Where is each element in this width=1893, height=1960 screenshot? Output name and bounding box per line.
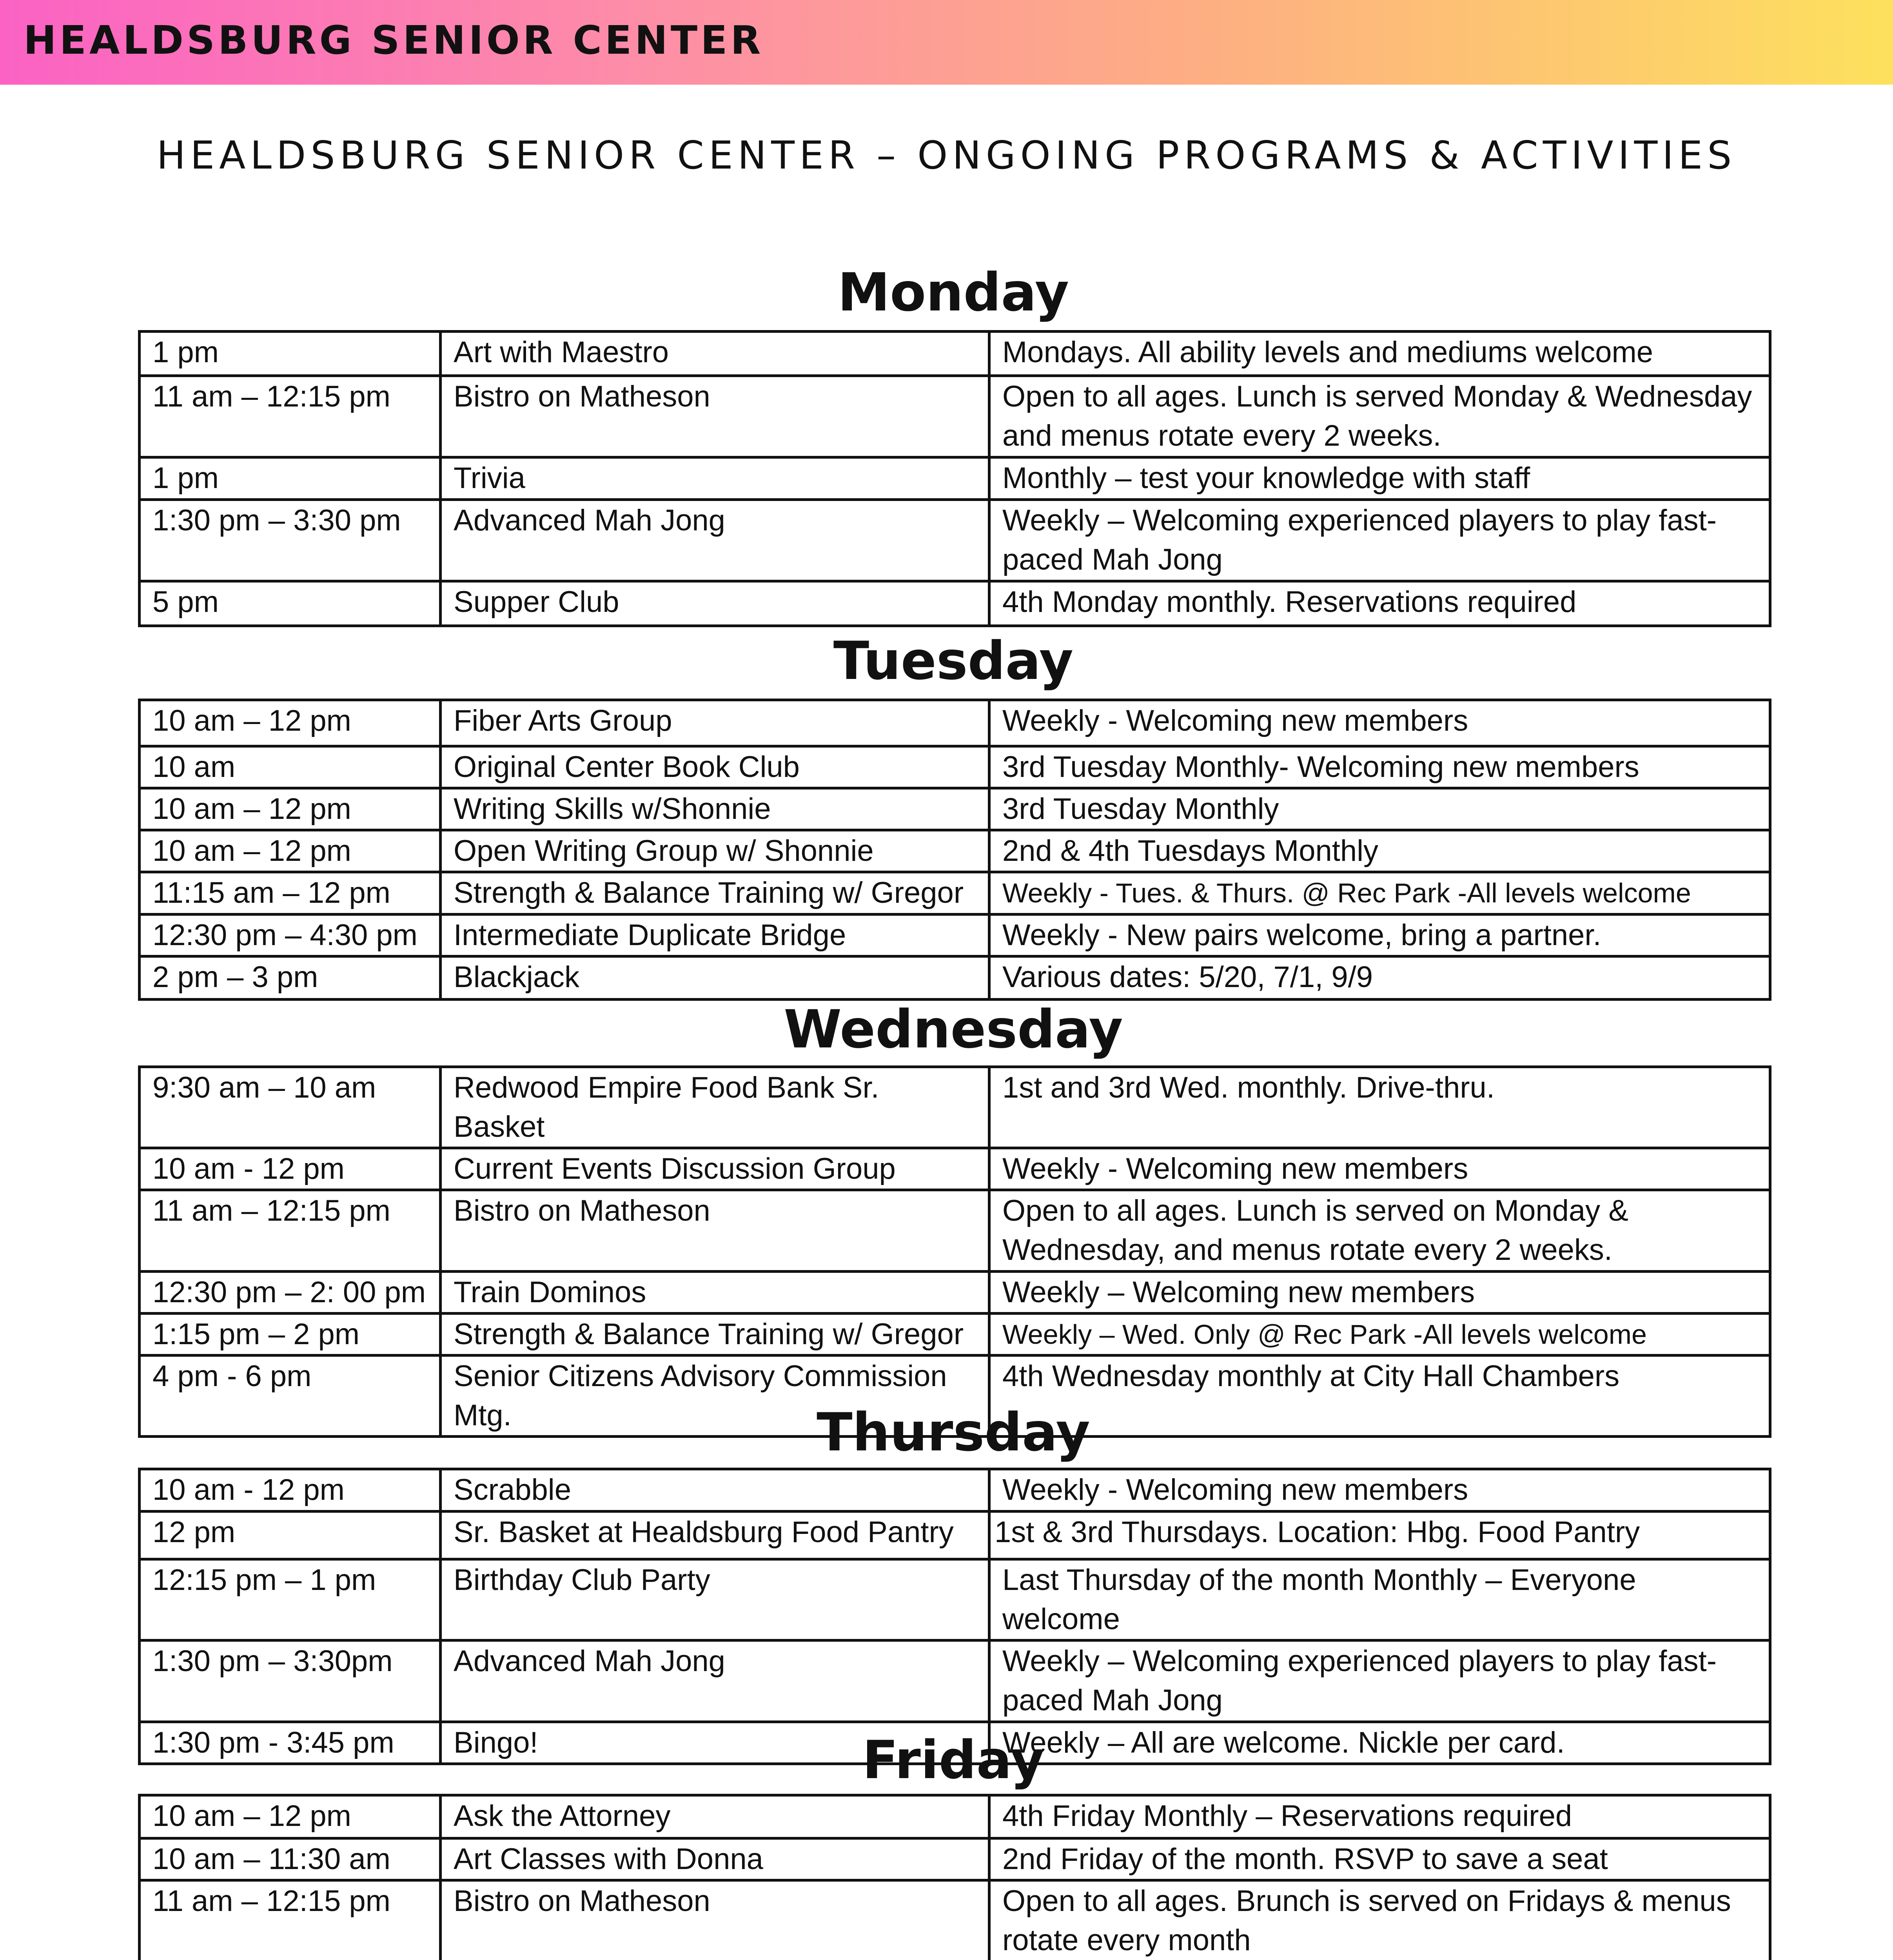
activity-cell: Ask the Attorney xyxy=(441,1795,989,1838)
note-cell: 4th Wednesday monthly at City Hall Chambers xyxy=(989,1356,1770,1437)
note-cell: Various dates: 5/20, 7/1, 9/9 xyxy=(989,956,1770,1000)
time-cell: 11 am – 12:15 pm xyxy=(140,1190,441,1272)
table-row xyxy=(140,1272,1770,1314)
time-cell: 11:15 am – 12 pm xyxy=(140,872,441,915)
table-row xyxy=(140,1190,1770,1272)
note-cell: 4th Monday monthly. Reservations required xyxy=(989,581,1770,626)
time-cell: 9:30 am – 10 am xyxy=(140,1067,441,1148)
activity-cell: Redwood Empire Food Bank Sr. Basket xyxy=(441,1067,989,1148)
activity-cell: Sr. Basket at Healdsburg Food Pantry xyxy=(441,1512,989,1559)
activity-cell: Bistro on Matheson xyxy=(441,1880,989,1960)
activity-cell: Intermediate Duplicate Bridge xyxy=(441,915,989,956)
table-row xyxy=(140,746,1770,788)
activity-cell: Open Writing Group w/ Shonnie xyxy=(441,830,989,872)
table-row xyxy=(140,332,1770,376)
time-cell: 10 am - 12 pm xyxy=(140,1469,441,1512)
schedule-table-friday xyxy=(138,1794,1771,1960)
note-cell: Last Thursday of the month Monthly – Everyone welcome xyxy=(989,1559,1770,1641)
activity-cell: Advanced Mah Jong xyxy=(441,1641,989,1722)
time-cell: 5 pm xyxy=(140,581,441,626)
note-cell: Open to all ages. Lunch is served Monday & Wednesday and menus rotate every 2 weeks. xyxy=(989,376,1770,457)
table-row xyxy=(140,1838,1770,1880)
day-heading-tuesday: Tuesday xyxy=(833,630,1074,691)
header-band xyxy=(0,0,1893,85)
note-cell: Mondays. All ability levels and mediums welcome xyxy=(989,332,1770,376)
day-heading-thursday: Thursday xyxy=(817,1402,1090,1463)
time-cell: 1 pm xyxy=(140,457,441,500)
activity-cell: Original Center Book Club xyxy=(441,746,989,788)
time-cell: 10 am – 12 pm xyxy=(140,1795,441,1838)
day-heading-monday: Monday xyxy=(837,262,1069,323)
time-cell: 10 am – 12 pm xyxy=(140,700,441,746)
table-row xyxy=(140,956,1770,1000)
note-cell: Open to all ages. Lunch is served on Monday & Wednesday, and menus rotate every 2 weeks. xyxy=(989,1190,1770,1272)
table-row xyxy=(140,1067,1770,1148)
note-cell: Weekly – All are welcome. Nickle per card. xyxy=(989,1722,1770,1764)
table-row xyxy=(140,700,1770,746)
brand-title: HEALDSBURG SENIOR CENTER xyxy=(24,17,764,63)
schedule-table-tuesday xyxy=(138,699,1771,1001)
table-row xyxy=(140,376,1770,457)
table-row xyxy=(140,872,1770,915)
note-cell: Weekly - Tues. & Thurs. @ Rec Park -All levels welcome xyxy=(989,872,1770,915)
note-cell: 1st and 3rd Wed. monthly. Drive-thru. xyxy=(989,1067,1770,1148)
time-cell: 10 am – 12 pm xyxy=(140,788,441,830)
activity-cell: Art Classes with Donna xyxy=(441,1838,989,1880)
activity-cell: Senior Citizens Advisory Commission Mtg. xyxy=(441,1356,989,1437)
note-cell: Weekly – Welcoming experienced players to play fast-paced Mah Jong xyxy=(989,1641,1770,1722)
note-cell: Weekly – Wed. Only @ Rec Park -All levels welcome xyxy=(989,1314,1770,1356)
note-cell: 2nd Friday of the month. RSVP to save a seat xyxy=(989,1838,1770,1880)
note-cell: 3rd Tuesday Monthly- Welcoming new members xyxy=(989,746,1770,788)
activity-cell: Bistro on Matheson xyxy=(441,376,989,457)
activity-cell: Strength & Balance Training w/ Gregor xyxy=(441,872,989,915)
activity-cell: Writing Skills w/Shonnie xyxy=(441,788,989,830)
table-row xyxy=(140,500,1770,581)
activity-cell: Supper Club xyxy=(441,581,989,626)
time-cell: 11 am – 12:15 pm xyxy=(140,1880,441,1960)
schedule-table-wednesday xyxy=(138,1065,1771,1438)
activity-cell: Scrabble xyxy=(441,1469,989,1512)
time-cell: 12 pm xyxy=(140,1512,441,1559)
schedule-table-thursday xyxy=(138,1468,1771,1765)
time-cell: 1:15 pm – 2 pm xyxy=(140,1314,441,1356)
table-row xyxy=(140,1641,1770,1722)
time-cell: 1:30 pm - 3:45 pm xyxy=(140,1722,441,1764)
note-cell: 1st & 3rd Thursdays. Location: Hbg. Food Pantry xyxy=(989,1512,1770,1559)
activity-cell: Advanced Mah Jong xyxy=(441,500,989,581)
table-row xyxy=(140,1512,1770,1559)
activity-cell: Bistro on Matheson xyxy=(441,1190,989,1272)
activity-cell: Art with Maestro xyxy=(441,332,989,376)
time-cell: 1:30 pm – 3:30 pm xyxy=(140,500,441,581)
activity-cell: Fiber Arts Group xyxy=(441,700,989,746)
time-cell: 12:30 pm – 4:30 pm xyxy=(140,915,441,956)
activity-cell: Current Events Discussion Group xyxy=(441,1148,989,1190)
note-cell: Weekly - Welcoming new members xyxy=(989,1148,1770,1190)
activity-cell: Strength & Balance Training w/ Gregor xyxy=(441,1314,989,1356)
note-cell: Weekly - Welcoming new members xyxy=(989,700,1770,746)
time-cell: 10 am – 12 pm xyxy=(140,830,441,872)
time-cell: 10 am xyxy=(140,746,441,788)
table-row xyxy=(140,830,1770,872)
activity-cell: Train Dominos xyxy=(441,1272,989,1314)
activity-cell: Bingo! xyxy=(441,1722,989,1764)
time-cell: 11 am – 12:15 pm xyxy=(140,376,441,457)
note-cell: 3rd Tuesday Monthly xyxy=(989,788,1770,830)
time-cell: 1:30 pm – 3:30pm xyxy=(140,1641,441,1722)
table-row xyxy=(140,1559,1770,1641)
schedule-table-monday xyxy=(138,330,1771,627)
day-heading-wednesday: Wednesday xyxy=(784,999,1123,1060)
time-cell: 12:30 pm – 2: 00 pm xyxy=(140,1272,441,1314)
note-cell: Monthly – test your knowledge with staff xyxy=(989,457,1770,500)
note-cell: Open to all ages. Brunch is served on Fridays & menus rotate every month xyxy=(989,1880,1770,1960)
note-cell: Weekly – Welcoming new members xyxy=(989,1272,1770,1314)
time-cell: 2 pm – 3 pm xyxy=(140,956,441,1000)
time-cell: 4 pm - 6 pm xyxy=(140,1356,441,1437)
table-row xyxy=(140,1314,1770,1356)
note-cell: Weekly – Welcoming experienced players to play fast-paced Mah Jong xyxy=(989,500,1770,581)
page-title: HEALDSBURG SENIOR CENTER – ONGOING PROGRAMS & ACTIVITIES xyxy=(156,133,1737,178)
table-row xyxy=(140,1148,1770,1190)
table-row xyxy=(140,1880,1770,1960)
time-cell: 10 am - 12 pm xyxy=(140,1148,441,1190)
table-row xyxy=(140,457,1770,500)
table-row xyxy=(140,1469,1770,1512)
activity-cell: Blackjack xyxy=(441,956,989,1000)
activity-cell: Trivia xyxy=(441,457,989,500)
table-row xyxy=(140,915,1770,956)
time-cell: 10 am – 11:30 am xyxy=(140,1838,441,1880)
table-row xyxy=(140,788,1770,830)
note-cell: 4th Friday Monthly – Reservations required xyxy=(989,1795,1770,1838)
note-cell: 2nd & 4th Tuesdays Monthly xyxy=(989,830,1770,872)
activity-cell: Birthday Club Party xyxy=(441,1559,989,1641)
day-heading-friday: Friday xyxy=(862,1730,1045,1791)
note-cell: Weekly - Welcoming new members xyxy=(989,1469,1770,1512)
time-cell: 12:15 pm – 1 pm xyxy=(140,1559,441,1641)
note-cell: Weekly - New pairs welcome, bring a partner. xyxy=(989,915,1770,956)
table-row xyxy=(140,581,1770,626)
table-row xyxy=(140,1795,1770,1838)
time-cell: 1 pm xyxy=(140,332,441,376)
